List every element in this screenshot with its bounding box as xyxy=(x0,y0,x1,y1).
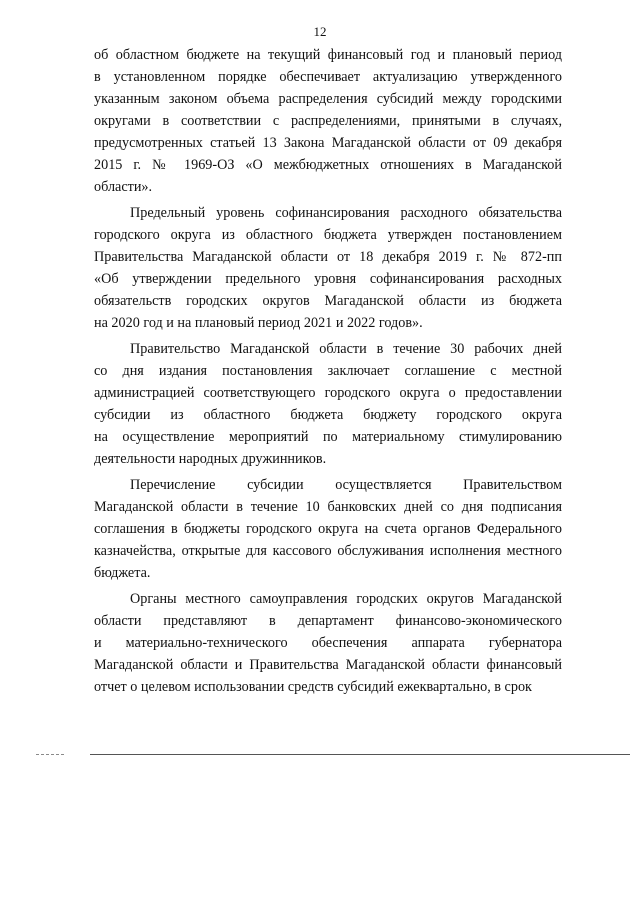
paragraph-line: об областном бюджете на текущий финансовый год и плановый период xyxy=(94,47,562,63)
paragraph xyxy=(94,338,562,470)
paragraph-line: в установленном порядке обеспечивает актуализацию утвержденного xyxy=(94,69,562,85)
paragraph-line: Магаданской области в течение 10 банковских дней со дня подписания xyxy=(94,499,562,515)
paragraph xyxy=(94,588,562,698)
paragraph-line: Правительство Магаданской области в течение 30 рабочих дней xyxy=(130,341,562,357)
page-number: 12 xyxy=(313,24,327,39)
paragraph-line: городского округа из областного бюджета утвержден постановлением xyxy=(94,227,562,243)
paragraph-line: субсидии из областного бюджета бюджету городского округа xyxy=(94,407,562,423)
paragraph xyxy=(94,44,562,198)
document-body xyxy=(94,44,562,702)
paragraph-line: соглашения в бюджеты городского округа на счета органов Федерального xyxy=(94,521,562,537)
paragraph-line: Перечисление субсидии осуществляется Правительством xyxy=(130,477,562,493)
paragraph xyxy=(94,474,562,584)
paragraph-line: деятельности народных дружинников. xyxy=(94,451,327,467)
paragraph-line: бюджета. xyxy=(94,565,151,581)
paragraph-line: округами в соответствии с распределениями, принятыми в случаях, xyxy=(94,113,562,129)
paragraph-line: Правительства Магаданской области от 18 декабря 2019 г. № 872-пп xyxy=(94,249,562,265)
paragraph-line: на осуществление мероприятий по материальному стимулированию xyxy=(94,429,562,445)
paragraph-line: «Об утверждении предельного уровня софинансирования расходных xyxy=(94,271,562,287)
paragraph-line: области». xyxy=(94,179,153,195)
paragraph-line: предусмотренных статьей 13 Закона Магаданской области от 09 декабря xyxy=(94,135,562,151)
paragraph-line: и материально-технического обеспечения аппарата губернатора xyxy=(94,635,562,651)
paragraph-line: Органы местного самоуправления городских округов Магаданской xyxy=(130,591,562,607)
paragraph-line: казначейства, открытые для кассового обслуживания исполнения местного xyxy=(94,543,562,559)
paragraph-line: отчет о целевом использовании средств субсидий ежеквартально, в срок xyxy=(94,679,532,695)
paragraph-line: указанным законом объема распределения субсидий между городскими xyxy=(94,91,562,107)
scan-artifact-dash xyxy=(36,754,64,756)
paragraph-line: администрацией соответствующего городского округа о предоставлении xyxy=(94,385,562,401)
paragraph-line: 2015 г. № 1969-ОЗ «О межбюджетных отношениях в Магаданской xyxy=(94,157,562,173)
paragraph-line: на 2020 год и на плановый период 2021 и 2022 годов». xyxy=(94,315,423,331)
paragraph-line: области представляют в департамент финансово-экономического xyxy=(94,613,562,629)
paragraph-line: обязательств городских округов Магаданской области из бюджета xyxy=(94,293,562,309)
paragraph-line: Магаданской области и Правительства Магаданской области финансовый xyxy=(94,657,562,673)
paragraph-line: Предельный уровень софинансирования расходного обязательства xyxy=(130,205,562,221)
paragraph-line: со дня издания постановления заключает соглашение с местной xyxy=(94,363,562,379)
scan-artifact-line xyxy=(90,754,630,755)
paragraph xyxy=(94,202,562,334)
